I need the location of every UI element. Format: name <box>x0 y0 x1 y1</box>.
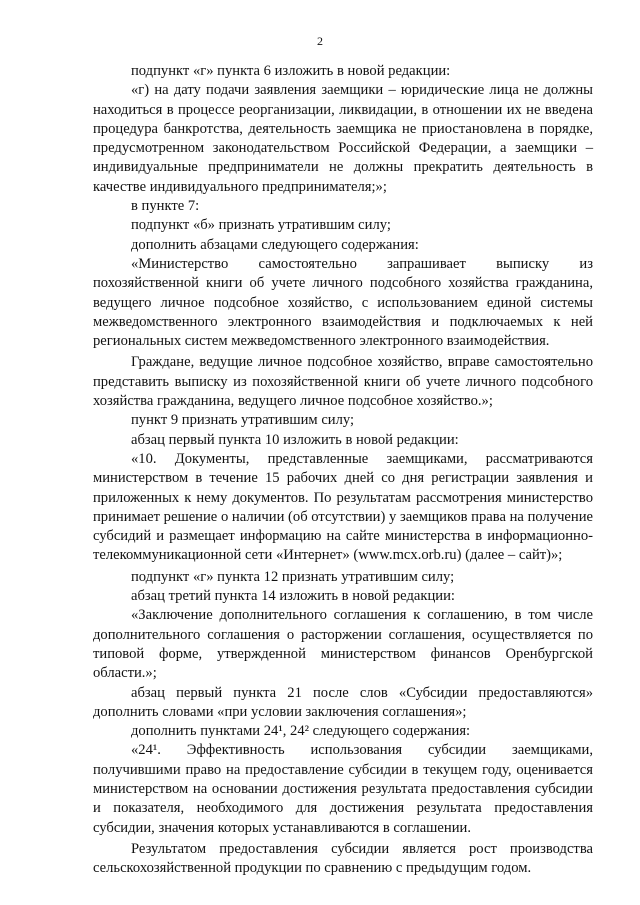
paragraph-1: подпункт «г» пункта 6 изложить в новой редакции: <box>131 63 451 79</box>
paragraph-3: в пункте 7: <box>131 198 200 215</box>
paragraph-8: пункт 9 признать утратившим силу; <box>131 412 355 429</box>
paragraph-16: «24¹. Эффективность использования субсидии заемщиками, получившими право на предоставление субсидии в текущем году, оценивается министерством на основании достижения результата предоставления субсидии и показателя, необходимого для достижения результата предоставления субсидии, значения которых устанавливаются в соглашении. <box>93 742 593 836</box>
paragraph-2: «г) на дату подачи заявления заемщики – юридические лица не должны находиться в процессе реорганизации, ликвидации, в отношении их не введена процедура банкротства, деятельность заемщика не приостановлена в порядке, предусмотренном законодательством Российской Федерации, а заемщики – индивидуальные предприниматели не должны прекратить деятельность в качестве индивидуального предпринимателя;»; <box>93 82 593 195</box>
paragraph-15: дополнить пунктами 24¹, 24² следующего содержания: <box>131 723 471 740</box>
paragraph-17: Результатом предоставления субсидии является рост производства сельскохозяйственной продукции по сравнению с предыдущим годом. <box>93 840 593 877</box>
paragraph-11: подпункт «г» пункта 12 признать утратившим силу; <box>131 568 455 585</box>
paragraph-12: абзац третий пункта 14 изложить в новой редакции: <box>131 588 455 605</box>
paragraph-4: подпункт «б» признать утратившим силу; <box>131 217 391 234</box>
page-number: 2 <box>317 34 323 48</box>
paragraph-10: «10. Документы, представленные заемщиками, рассматриваются министерством в течение 15 рабочих дней со дня регистрации заявления и приложенных к нему документов. По результатам рассмотрения министерство принимает решение о наличии (об отсутствии) у заемщиков права на получение субсидий и размещает информацию на сайте министерства в информационно-телекоммуникационной сети «Интернет» (www.mcx.orb.ru) (далее – сайт)»; <box>93 450 593 564</box>
paragraph-14: абзац первый пункта 21 после слов «Субсидии предоставляются» дополнить словами «при условии заключения соглашения»; <box>93 684 593 720</box>
document-body <box>93 62 593 878</box>
paragraph-9: абзац первый пункта 10 изложить в новой редакции: <box>131 431 459 448</box>
paragraph-7: Граждане, ведущие личное подсобное хозяйство, вправе самостоятельно представить выписку из похозяйственной книги об учете личного подсобного хозяйства гражданина, ведущего личное подсобное хозяйство.»; <box>93 354 593 410</box>
paragraph-5: дополнить абзацами следующего содержания: <box>131 236 419 253</box>
paragraph-6: «Министерство самостоятельно запрашивает выписку из похозяйственной книги об учете личного подсобного хозяйства гражданина, ведущего личное подсобное хозяйство, с использованием единой системы межведомственного электронного взаимодействия и подключаемых к ней региональных систем межведомственного электронного взаимодействия. <box>93 255 593 350</box>
paragraph-13: «Заключение дополнительного соглашения к соглашению, в том числе дополнительного соглашения о расторжении соглашения, осуществляется по типовой форме, утвержденной министерством финансов Оренбургской области.»; <box>93 607 593 682</box>
